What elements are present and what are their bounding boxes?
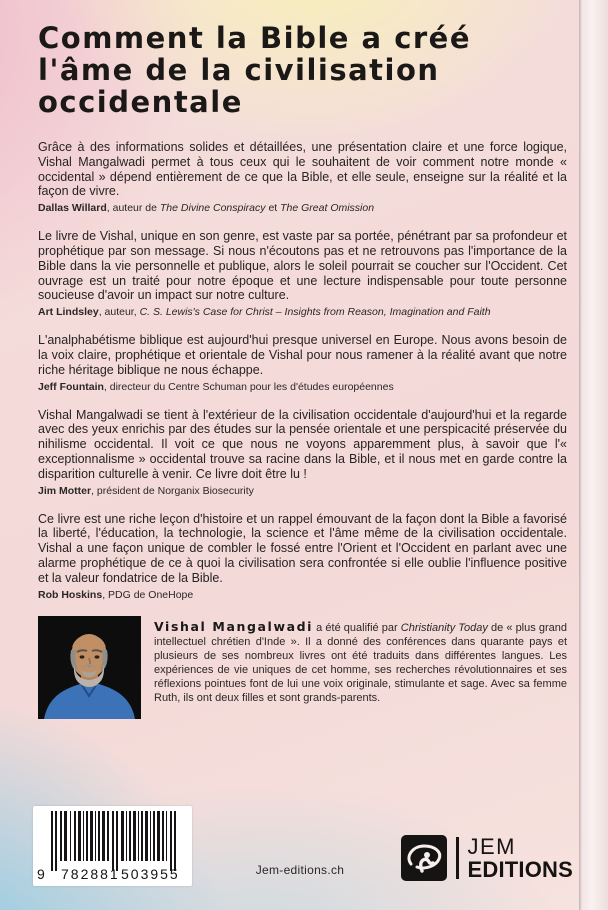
endorsement-block-4 <box>38 408 567 498</box>
cover-footer <box>0 795 579 910</box>
endorser-work-title-2: The Great Omission <box>280 202 375 215</box>
endorser-role: , auteur de <box>106 202 160 215</box>
endorser-name: Rob Hoskins <box>38 588 103 601</box>
endorsement-block-5 <box>38 512 567 602</box>
endorsement-attribution <box>38 381 567 394</box>
logo-divider <box>456 837 459 879</box>
endorsement-attribution <box>38 485 567 498</box>
endorser-work-title: C. S. Lewis's Case for Christ – Insights from Reason, Imagination and Faith <box>139 306 491 319</box>
endorsement-quote: Ce livre est une riche leçon d'histoire et un rappel émouvant de la façon dont la Bible a favorisé la liberté, l'éducation, la technologie, la science et l'âme même de la civilisation occidentale. Vishal a une façon unique de combler le fossé entre l'Orient et l'Occident en parlant avec une alarme prophétique de ce à quoi la civilisation sera confrontée si elle oublie l'influence positive et la valeur fondatrice de la Bible. <box>38 511 567 585</box>
endorser-name: Jeff Fountain <box>38 380 104 393</box>
endorser-name: Jim Motter <box>38 484 92 497</box>
endorsement-attribution <box>38 306 567 319</box>
endorsement-block-3 <box>38 333 567 393</box>
book-title-line-2: l'âme de la civilisation <box>38 53 440 87</box>
publisher-name-line1: JEM <box>467 833 516 859</box>
endorser-role: , président de Norganix Biosecurity <box>91 484 254 497</box>
author-photo <box>38 616 141 719</box>
endorser-role: , directeur du Centre Schuman pour les d'études européennes <box>103 380 394 393</box>
endorsement-quote: Vishal Mangalwadi se tient à l'extérieur de la civilisation occidentale d'aujourd'hui et la regarde avec des yeux enrichis par des études sur la pensée orientale et une perspicacité préservée du nihilisme occidental. Il voit ce que nous ne voyons apparemment plus, à savoir que l'« exceptionnalisme » occidental trouve sa racine dans la Bible, et il nous met en garde contre la disparition culturelle à venir. Ce livre doit être lu ! <box>38 407 567 481</box>
endorsement-attribution <box>38 589 567 602</box>
isbn-digits-group1: 782881 <box>61 866 120 882</box>
endorsement-quote: L'analphabétisme biblique est aujourd'hui presque universel en Europe. Nous avons besoin de la voix claire, prophétique et orientale de Vishal pour nous ramener à la réalité avant que notre riche héritage biblique ne nous échappe. <box>38 333 567 377</box>
book-title <box>38 22 567 118</box>
book-title-line-3: occidentale <box>38 85 243 119</box>
book-title-line-1: Comment la Bible a créé <box>38 21 472 55</box>
bio-text-pre: a été qualifié par <box>313 621 401 634</box>
publisher-logo-block <box>401 835 574 881</box>
endorser-work-title: The Divine Conspiracy <box>159 202 266 215</box>
isbn-digits-group2: 503955 <box>121 866 180 882</box>
endorser-role: , PDG de OneHope <box>102 588 194 601</box>
endorser-role: , auteur, <box>98 306 140 319</box>
endorsement-quote: Le livre de Vishal, unique en son genre, est vaste par sa portée, pénétrant par sa profondeur et prophétique par son message. Si nous n'écoutons pas et ne retrouvons pas l'importance de la Bible dans la vie personnelle et publique, alors le soleil pourrait se coucher sur l'Occident. Cet ouvrage est un traité pour notre époque et une lecture indispensable pour toute personne soucieuse d'avoir un impact sur notre culture. <box>38 229 567 303</box>
endorsement-block-1 <box>38 140 567 215</box>
jem-logo-icon <box>401 835 447 881</box>
publisher-website: Jem-editions.ch <box>255 863 345 877</box>
publisher-name-line2: EDITIONS <box>467 856 573 882</box>
bio-text-post: de « plus grand intellectuel chrétien d'Inde ». Il a donné des conférences dans quarante pays et plusieurs de ses nombreux livres ont été traduits dans différentes langues. Les expériences de vie uniques de cet homme, ses recherches révolutionnaires et ses réflexions pointues font de lui une voix originale, stimulante et sage. Avec sa femme Ruth, ils ont deux filles et sont grands-parents. <box>154 621 567 704</box>
endorser-name: Art Lindsley <box>38 306 99 319</box>
isbn-barcode <box>33 806 192 886</box>
endorsement-attribution <box>38 202 567 215</box>
bio-magazine-title: Christianity Today <box>400 621 488 634</box>
barcode-graphic <box>33 806 192 886</box>
book-page-edge <box>579 0 608 910</box>
endorsement-block-2 <box>38 229 567 319</box>
endorsement-quote: Grâce à des informations solides et détaillées, une présentation claire et une force logique, Vishal Mangalwadi permet à tous ceux qui le souhaitent de voir comment notre monde « occidental » dépend entièrement de ce que la Bible, et elle seule, enseigne sur la réalité et la façon de vivre. <box>38 140 567 199</box>
author-bio-text <box>154 620 567 719</box>
author-name: Vishal Mangalwadi <box>154 618 314 634</box>
endorser-name: Dallas Willard <box>38 202 107 215</box>
endorser-role-mid: et <box>265 202 281 215</box>
publisher-name <box>467 833 574 882</box>
author-bio-section <box>38 616 567 719</box>
isbn-digit-prefix: 9 <box>37 866 47 882</box>
